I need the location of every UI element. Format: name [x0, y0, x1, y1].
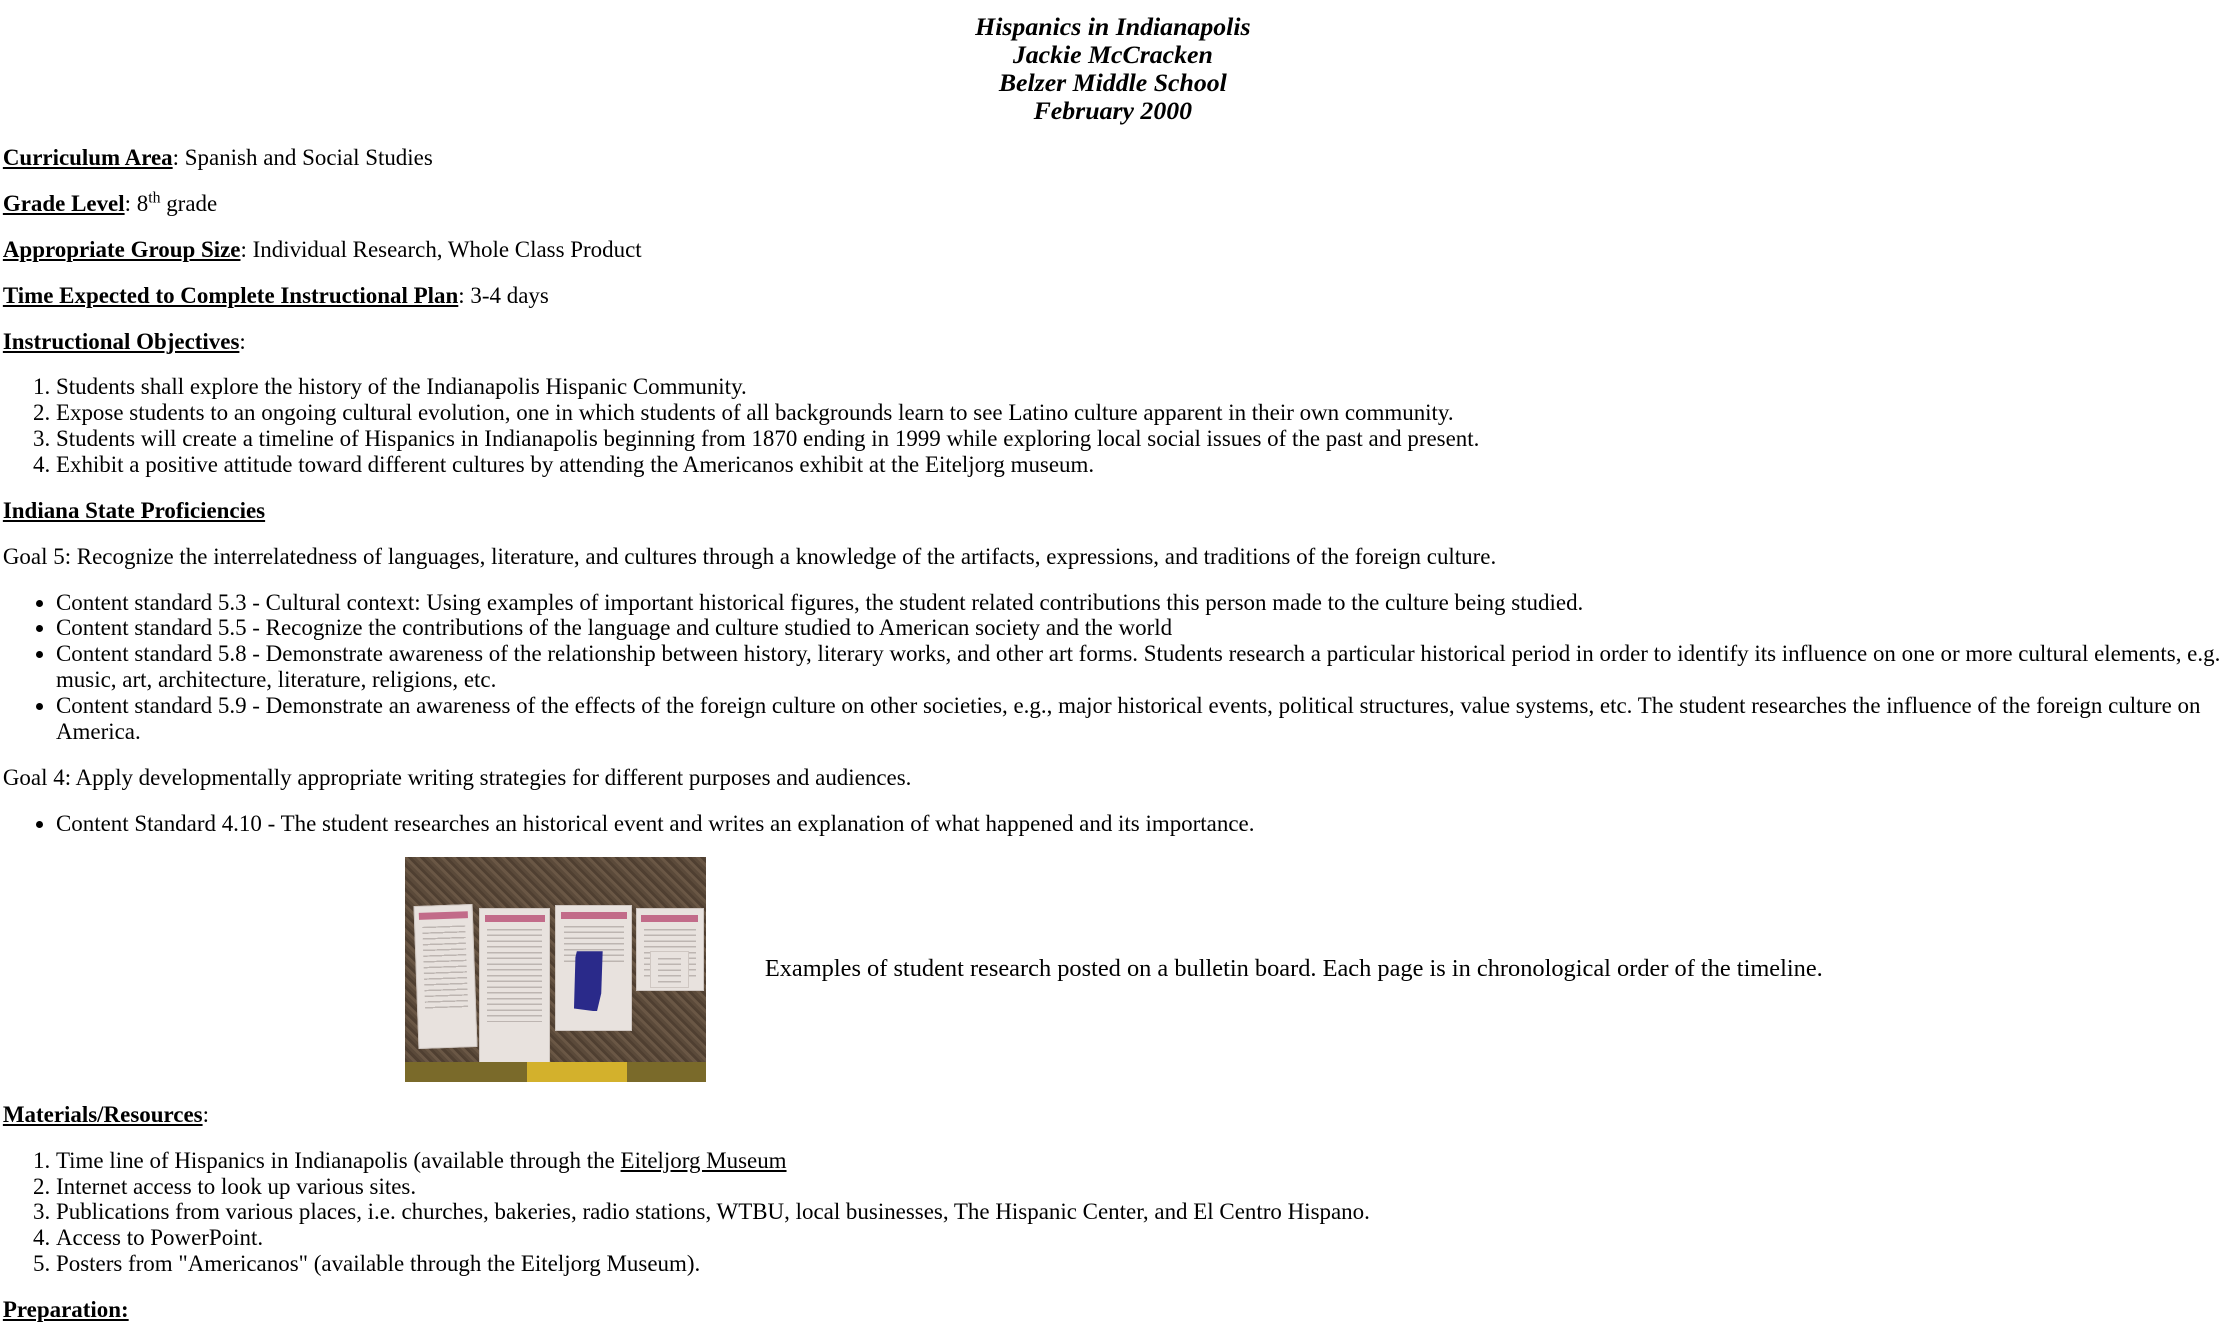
research-page-image: [414, 904, 478, 1049]
research-page-image: [650, 951, 689, 987]
materials-colon: :: [202, 1101, 209, 1127]
photo-caption: Examples of student research posted on a bulletin board. Each page is in chronological order of the timeline.: [764, 954, 1823, 982]
group-size-value: : Individual Research, Whole Class Product: [240, 236, 642, 262]
document-title: Hispanics in Indianapolis: [975, 11, 1251, 41]
time-expected-value: : 3-4 days: [458, 282, 549, 308]
group-size: [3, 237, 2223, 263]
grade-level-ordinal: th: [148, 189, 161, 207]
content-standard-item: • Content Standard 4.10 - The student researches an historical event and writes an explanation of what happened and its importance.: [56, 811, 2223, 837]
photo-row: [3, 857, 2223, 1082]
document-author: Jackie McCracken: [1012, 39, 1213, 69]
board-border-label: [527, 1062, 627, 1082]
instructional-objectives-colon: :: [239, 328, 246, 354]
objective-item: 3. Students will create a timeline of Hispanics in Indianapolis beginning from 1870 ending in 1999 while exploring local social issues of the past and present.: [56, 426, 2223, 452]
material-item: 2. Internet access to look up various sites.: [56, 1174, 2223, 1200]
material-item: 5. Posters from "Americanos" (available through the Eiteljorg Museum).: [56, 1251, 2223, 1277]
grade-level: [3, 191, 2223, 217]
materials-list: [3, 1148, 2223, 1277]
material-item-text: Time line of Hispanics in Indianapolis (available through the: [55, 1147, 621, 1173]
indiana-map-image: [574, 951, 603, 1011]
material-item: 4. Access to PowerPoint.: [56, 1225, 2223, 1251]
materials-heading: [3, 1102, 2223, 1128]
preparation-heading: [3, 1297, 2223, 1323]
preparation-label: Preparation:: [2, 1297, 129, 1322]
content-standard-item: • Content standard 5.5 - Recognize the contributions of the language and culture studied to American society and the world: [56, 615, 2223, 641]
objective-item: 4. Exhibit a positive attitude toward different cultures by attending the Americanos exhibit at the Eiteljorg museum.: [56, 452, 2223, 478]
proficiencies-heading: [3, 498, 2223, 524]
goal-5-standards-list: [3, 590, 2223, 745]
bulletin-board-photo: [405, 857, 706, 1082]
content-standard-item: • Content standard 5.9 - Demonstrate an awareness of the effects of the foreign culture on other societies, e.g., major historical events, political structures, value systems, etc. The student researches the influence of the foreign culture on America.: [56, 693, 2223, 745]
time-expected: [3, 283, 2223, 309]
material-item: 3. Publications from various places, i.e. churches, bakeries, radio stations, WTBU, local businesses, The Hispanic Center, and El Centro Hispano.: [56, 1199, 2223, 1225]
curriculum-area-value: : Spanish and Social Studies: [172, 144, 433, 170]
curriculum-area-label: Curriculum Area: [2, 144, 173, 170]
material-item: [56, 1148, 2223, 1174]
materials-label: Materials/Resources: [2, 1101, 203, 1127]
objective-item: 2. Expose students to an ongoing cultural evolution, one in which students of all backgrounds learn to see Latino culture apparent in their own community.: [56, 400, 2223, 426]
content-standard-item: • Content standard 5.8 - Demonstrate awareness of the relationship between history, literary works, and other art forms. Students research a particular historical period in order to identify its influence on one or more cultural elements, e.g. music, art, architecture, literature, religions, etc.: [56, 641, 2223, 693]
research-page-image: [479, 908, 550, 1065]
instructional-objectives-heading: [3, 329, 2223, 355]
grade-level-suffix: grade: [160, 190, 218, 216]
goal-5: Goal 5: Recognize the interrelatedness of languages, literature, and cultures through a knowledge of the artifacts, expressions, and traditions of the foreign culture.: [2, 543, 1497, 569]
curriculum-area: [3, 145, 2223, 171]
objectives-list: [3, 374, 2223, 477]
grade-level-number: : 8: [124, 190, 149, 216]
grade-level-label: Grade Level: [2, 190, 125, 216]
group-size-label: Appropriate Group Size: [2, 236, 241, 262]
goal-4: Goal 4: Apply developmentally appropriate writing strategies for different purposes and audiences.: [2, 764, 912, 790]
eiteljorg-museum-link[interactable]: Eiteljorg Museum: [620, 1147, 787, 1173]
instructional-objectives-label: Instructional Objectives: [2, 328, 240, 354]
document-header: [3, 13, 2223, 125]
document-date: February 2000: [1033, 95, 1193, 125]
goal-4-standards-list: [3, 811, 2223, 837]
time-expected-label: Time Expected to Complete Instructional Plan: [2, 282, 459, 308]
objective-item: 1. Students shall explore the history of the Indianapolis Hispanic Community.: [56, 374, 2223, 400]
document-school: Belzer Middle School: [998, 67, 1227, 97]
content-standard-item: • Content standard 5.3 - Cultural context: Using examples of important historical figures, the student related contributions this person made to the culture being studied.: [56, 590, 2223, 616]
proficiencies-label: Indiana State Proficiencies: [2, 497, 266, 523]
